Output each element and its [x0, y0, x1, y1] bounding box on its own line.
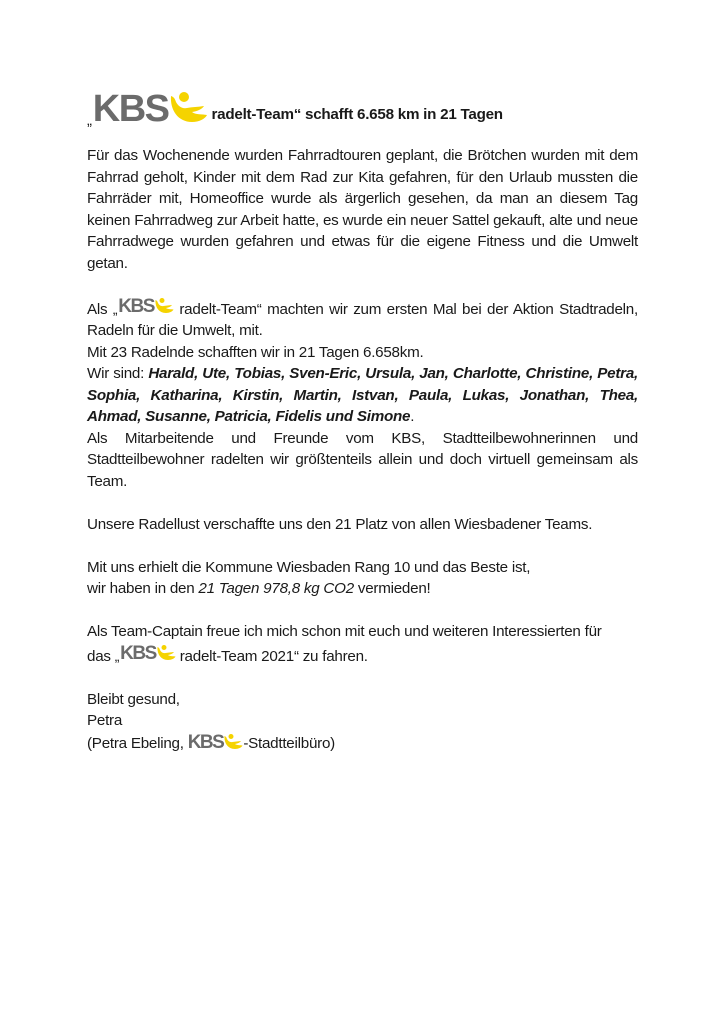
- paragraph-team-first-time: Als „ KBS radelt-Team“ machten wir zum ersten Mal bei der Aktion Stadtradeln, Radeln für die Umwelt, mit.: [87, 295, 638, 339]
- closing-greeting: Bleibt gesund,: [87, 690, 180, 708]
- paragraph-intro: Für das Wochenende wurden Fahrradtouren geplant, die Brötchen wurden mit dem Fahrrad geholt, Kinder mit dem Rad zur Kita gefahren, für den Urlaub mussten die Fahrräder mit, Homeoffice wurde als ärgerlich gesehen, da man an diesem Tag keinen Fahrradweg zur Arbeit hatte, es wurde ein neuer Sattel gekauft, alte und neue Fahrradwege wurden gefahren und etwas für die eigene Fitness und die Umwelt getan.: [87, 147, 638, 272]
- kbs-logo: [188, 732, 244, 752]
- kbs-logo: „ KBS: [115, 643, 176, 663]
- kbs-logo: „ KBS: [113, 296, 174, 316]
- paragraph-captain-line2: das „ KBS radelt-Team 2021“ zu fahren.: [87, 642, 368, 665]
- document-title: [87, 84, 638, 128]
- title-text: radelt-Team“ schafft 6.658 km in 21 Tagen: [211, 105, 503, 123]
- document-page: [87, 84, 638, 754]
- hand-logo-icon: [168, 88, 208, 128]
- closing-signature: (Petra Ebeling, KBS -Stadtteilbüro): [87, 731, 335, 753]
- paragraph-captain-line1: Als Team-Captain freue ich mich schon mit euch und weiteren Interessierten für: [87, 623, 602, 640]
- paragraph-team-description: Als Mitarbeitende und Freunde vom KBS, Stadtteilbewohnerinnen und Stadtteilbewohner radelten wir größtenteils allein und doch virtuell gemeinsam als Team.: [87, 429, 638, 490]
- kbs-logo-text: KBS: [118, 295, 154, 317]
- kbs-logo: [87, 88, 208, 128]
- hand-logo-icon: [156, 643, 176, 663]
- kbs-logo-text: KBS: [92, 88, 169, 130]
- closing-name: Petra: [87, 712, 123, 729]
- paragraph-ranking: Unsere Radellust verschaffte uns den 21 Platz von allen Wiesbadener Teams.: [87, 515, 593, 533]
- open-quote: „: [87, 112, 92, 129]
- paragraph-co2-line2: wir haben in den 21 Tagen 978,8 kg CO2 vermieden!: [87, 580, 431, 597]
- co2-saved-value: 21 Tagen 978,8 kg CO2: [198, 580, 354, 597]
- kbs-logo-text: KBS: [120, 642, 156, 664]
- paragraph-co2-line1: Mit uns erhielt die Kommune Wiesbaden Rang 10 und das Beste ist,: [87, 558, 531, 576]
- kbs-logo-text: KBS: [187, 731, 224, 753]
- team-members-line: Wir sind: Harald, Ute, Tobias, Sven-Eric, Ursula, Jan, Charlotte, Christine, Petra, Sophia, Katharina, Kirstin, Martin, Istvan, Paula, Lukas, Jonathan, Thea, Ahmad, Susanne, Patricia, Fidelis und Simone.: [87, 365, 638, 425]
- hand-logo-icon: [223, 732, 243, 752]
- hand-logo-icon: [154, 296, 174, 316]
- team-stats-line: Mit 23 Radelnde schafften wir in 21 Tagen 6.658km.: [87, 343, 424, 361]
- team-member-names: Harald, Ute, Tobias, Sven-Eric, Ursula, Jan, Charlotte, Christine, Petra, Sophia, Katharina, Kirstin, Martin, Istvan, Paula, Lukas, Jonathan, Thea, Ahmad, Susanne, Patricia, Fidelis und Simone: [87, 365, 638, 425]
